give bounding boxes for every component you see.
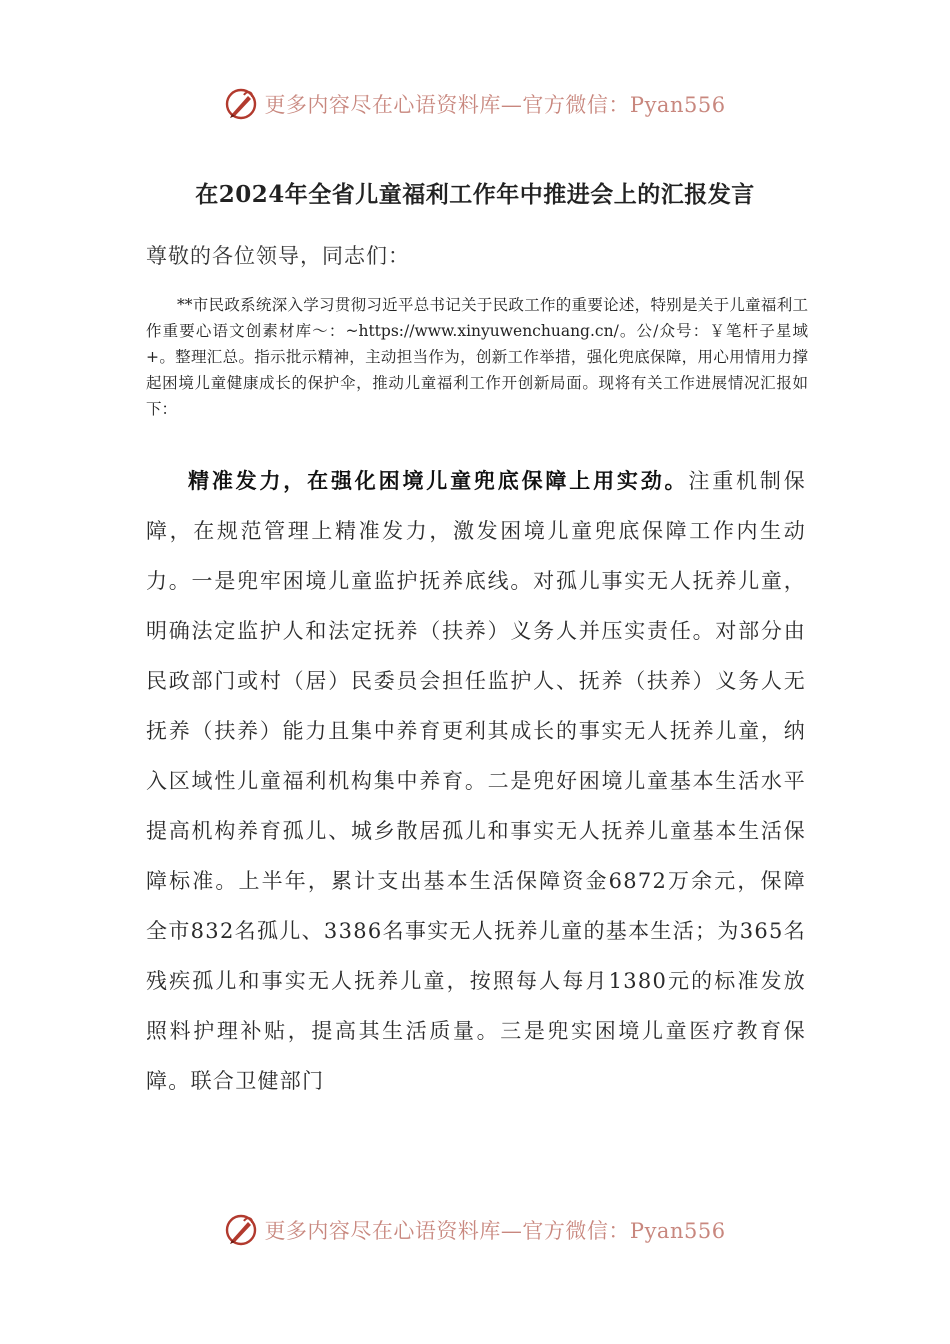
pen-logo-icon: [224, 1213, 258, 1247]
body-paragraph: [146, 456, 806, 1106]
pen-logo-icon: [224, 87, 258, 121]
section-body: 注重机制保障，在规范管理上精准发力，激发困境儿童兜底保障工作内生动力。一是兜牢困境儿童监护抚养底线。对孤儿事实无人抚养儿童，明确法定监护人和法定抚养（扶养）义务人并压实责任。对部分由民政部门或村（居）民委员会担任监护人、抚养（扶养）义务人无抚养（扶养）能力且集中养育更利其成长的事实无人抚养儿童，纳入区域性儿童福利机构集中养育。二是兜好困境儿童基本生活水平提高机构养育孤儿、城乡散居孤儿和事实无人抚养儿童基本生活保障标准。上半年，累计支出基本生活保障资金6872万余元，保障全市832名孤儿、3386名事实无人抚养儿童的基本生活；为365名残疾孤儿和事实无人抚养儿童，按照每人每月1380元的标准发放照料护理补贴，提高其生活质量。三是兜实困境儿童医疗教育保障。联合卫健部门: [146, 469, 807, 1093]
watermark-text: 更多内容尽在心语资料库—官方微信：Pyan556: [264, 1219, 726, 1243]
footer-watermark-banner: [0, 1210, 950, 1250]
header-watermark-banner: [0, 84, 950, 124]
watermark-group: [224, 87, 725, 121]
watermark-text: 更多内容尽在心语资料库—官方微信：Pyan556: [264, 93, 726, 117]
intro-paragraph: **市民政系统深入学习贯彻习近平总书记关于民政工作的重要论述，特别是关于儿童福利工作重要心语文创素材库～：~https://www.xinyuwenchuang.cn/。公/众号：￥笔杆子星域+。整理汇总。指示批示精神，主动担当作为，创新工作举措，强化兜底保障，用心用情用力撑起困境儿童健康成长的保护伞，推动儿童福利工作开创新局面。现将有关工作进展情况汇报如下：: [146, 296, 808, 418]
section-heading: 精准发力，在强化困境儿童兜底保障上用实劲。: [188, 468, 689, 493]
document-title: 在2024年全省儿童福利工作年中推进会上的汇报发言: [195, 181, 755, 208]
watermark-group: [224, 1213, 725, 1247]
salutation: 尊敬的各位领导，同志们：: [146, 244, 410, 268]
